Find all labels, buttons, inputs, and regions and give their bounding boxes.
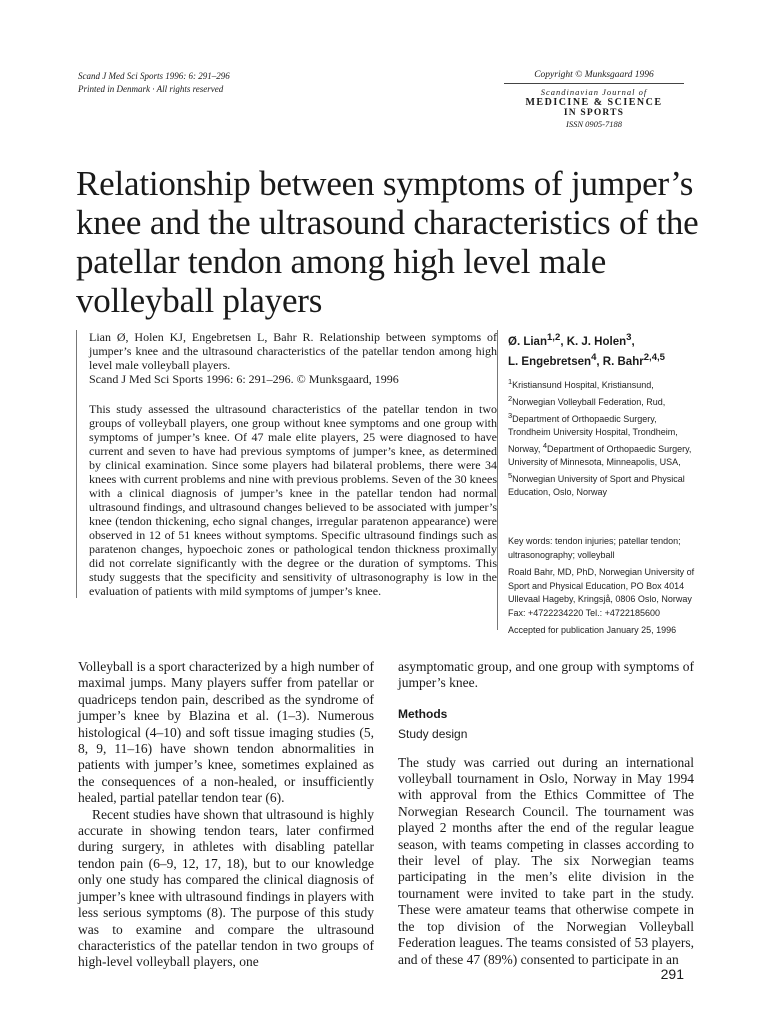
journal-masthead [504,70,684,129]
journal-name-line1: Scandinavian Journal of [540,87,648,97]
citation-text: Lian Ø, Holen KJ, Engebretsen L, Bahr R. Relationship between symptoms of jumper’s knee and the ultrasound characteristics of the patellar tendon among high level male volleyball players. [89,330,497,372]
body-column-left [78,659,374,971]
body-paragraph: Recent studies have shown that ultrasound is highly accurate in showing tendon tears, later confirmed during surgery, in athletes with disabling patellar tendon pain (6–9, 12, 17, 18), but to our knowledge only one study has compared the clinical diagnosis of jumper’s knee with ultrasound findings in players with less serious symptoms (8). The purpose of this study was to examine and compare the ultrasound characteristics of the patellar tendon in two groups of high-level volleyball players, one [78,806,374,970]
affil-sup: 5 [508,470,513,480]
affiliations [508,375,698,499]
citation [89,330,497,386]
printed-note: Printed in Denmark · All rights reserved [78,84,224,94]
journal-name-line2: MEDICINE & SCIENCE [525,97,663,108]
author-bahr: , R. Bahr [596,355,644,368]
author-list [508,330,698,370]
running-header-left [78,70,230,96]
author-engebretsen: L. Engebretsen [508,355,592,368]
affil-sup: 3 [508,410,513,420]
affil-sup: 2 [508,393,513,403]
author-sup: 3 [626,332,632,343]
author-sep: , [631,335,635,348]
affiliation: Department of Orthopaedic Surgery, University of Minnesota, Minneapolis, USA, [508,443,692,467]
abstract-text: This study assessed the ultrasound characteristics of the patellar tendon in two groups of volleyball players, one group without knee symptoms and one group with symptoms of jumper’s knee. Of 47 male elite players, 25 were diagnosed to have current and seven to have had previous symptoms of jumper’s knee, as determined by clinical examination. Since some players had bilateral problems, there were 34 knees with current problems and nine with previous problems. Seven of the 30 knees with a clinical diagnosis of jumper’s knee in the patellar tendon had normal ultrasound findings, and ultrasound changes believed to be associated with jumper’s knee (tendon thickening, echo signal changes, irregular paratenon appearance) were observed in 12 of 51 knees without symptoms. Specific ultrasound findings such as paratenon changes, hypoechoic zones or pathological tendon thickness proximally did not correlate significantly with the degree or the duration of symptoms. This study suggests that the specificity and sensitivity of ultrasonography is low in the evaluation of patients with mild symptoms of jumper’s knee. [89,402,497,598]
author-sup: 4 [591,351,597,363]
citation-ref: Scand J Med Sci Sports 1996: 6: 291–296. © Munksgaard, 1996 [89,372,399,386]
article-title: Relationship between symptoms of jumper’s knee and the ultrasound characteristics of the patellar tendon among high level male volleyball players [76,164,699,320]
authors-panel [508,330,698,499]
affil-sup: 4 [542,440,548,450]
column-divider [497,330,498,630]
subsection-heading-study-design: Study design [398,727,468,742]
body-paragraph: Volleyball is a sport characterized by a high number of maximal jumps. Many players suffer from patellar or quadriceps tendon pain, described as the syndrome of jumper’s knee by Blazina et al. (1–3). Numerous histological (4–10) and soft tissue imaging studies (5, 8, 9, 11–16) have shown tendon abnormalities in patients with jumper’s knee, sometimes explained as the consequences of a non-healed, or insufficiently healed, partial patellar tendon tear (6). [78,659,374,806]
body-paragraph: The study was carried out during an international volleyball tournament in Oslo, Norway in May 1994 with approval from the Ethics Committee of The Norwegian Research Council. The tournament was played 2 months after the end of the regular league season, with teams competing in classes according to their level of play. The six Norwegian teams participating in the men’s elite division in the tournament were invited to take part in the study. These were amateur teams that otherwise compete in the top division of the Norwegian Volleyball Federation leagues. The teams consisted of 53 players, and of these 47 (89%) consented to participate in an [398,754,694,967]
body-column-right [398,659,694,968]
affiliation: Department of Orthopaedic Surgery, Trondheim University Hospital, Trondheim, Norway, [508,413,678,454]
journal-reference: Scand J Med Sci Sports 1996: 6: 291–296 [78,71,230,81]
author-holen: , K. J. Holen [560,335,627,348]
page-number: 291 [660,966,684,982]
body-paragraph: asymptomatic group, and one group with symptoms of jumper’s knee. [398,659,694,691]
affiliation: Norwegian Volleyball Federation, Rud, [512,396,666,407]
journal-name-line3: IN SPORTS [563,108,625,118]
affil-sup: 1 [508,376,513,386]
correspondence: Roald Bahr, MD, PhD, Norwegian University of Sport and Physical Education, PO Box 4014 Ullevaal Hageby, Kringsjå, 0806 Oslo, Norway Fax: +4722234220 Tel.: +4722185600 [508,567,695,618]
copyright-line: Copyright © Munksgaard 1996 [504,70,684,84]
author-lian: Ø. Lian [508,335,547,348]
affiliation: Norwegian University of Sport and Physical Education, Oslo, Norway [508,473,685,497]
section-heading-methods: Methods [398,706,448,721]
accepted-date: Accepted for publication January 25, 1996 [508,625,677,635]
keywords: Key words: tendon injuries; patellar tendon; ultrasonography; volleyball [508,536,681,560]
affiliation: Kristiansund Hospital, Kristiansund, [512,379,654,390]
keywords-panel [508,535,703,638]
abstract-block [76,330,497,598]
author-sup: 1,2 [546,332,561,343]
author-sup: 2,4,5 [643,351,666,363]
issn: ISSN 0905-7188 [566,119,622,129]
